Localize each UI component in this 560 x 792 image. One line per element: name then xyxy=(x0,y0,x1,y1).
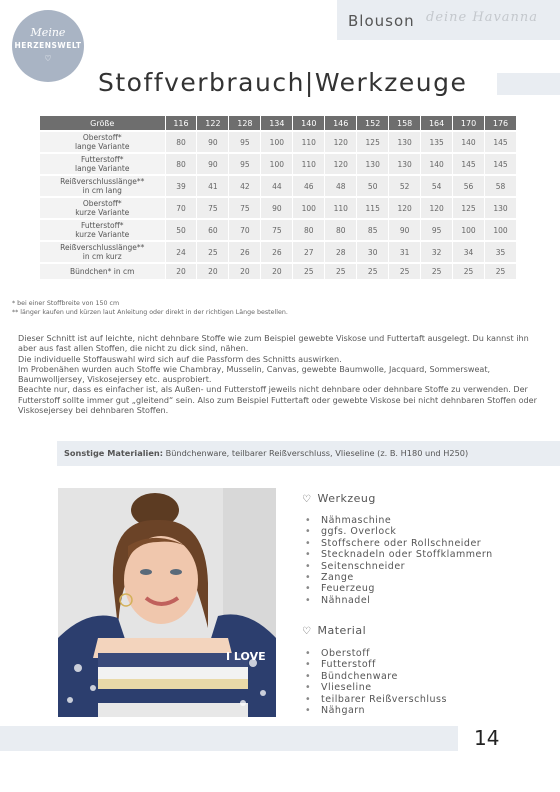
row-label-line: Reißverschlusslänge** xyxy=(60,177,145,186)
size-column-header: 152 xyxy=(357,116,389,131)
material-item: • Nähgarn xyxy=(305,705,447,716)
row-label xyxy=(40,241,165,263)
table-cell: 115 xyxy=(357,197,389,219)
row-label xyxy=(40,131,165,153)
table-cell: 95 xyxy=(229,153,261,175)
footnotes xyxy=(12,300,288,317)
table-cell: 110 xyxy=(293,153,325,175)
description-paragraph: Dieser Schnitt ist auf leichte, nicht dehnbare Stoffe wie zum Beispiel gewebte Viskose und Futtertaft ausgelegt. Du kannst ihn aber aus fast allen Stoffen, die nicht zu dick sind, nähen. xyxy=(18,333,529,354)
row-label xyxy=(40,219,165,241)
table-cell: 145 xyxy=(453,153,485,175)
werkzeug-list xyxy=(305,515,493,606)
table-cell: 44 xyxy=(261,175,293,197)
table-cell: 24 xyxy=(165,241,197,263)
author-photo xyxy=(58,488,276,717)
table-cell: 25 xyxy=(325,263,357,279)
table-cell: 25 xyxy=(453,263,485,279)
material-item: • Oberstoff xyxy=(305,648,447,659)
materials-text xyxy=(64,448,468,458)
werkzeug-item: • Feuerzeug xyxy=(305,583,493,594)
size-column-header: 164 xyxy=(421,116,453,131)
size-column-header: 134 xyxy=(261,116,293,131)
table-cell: 100 xyxy=(485,219,517,241)
table-cell: 120 xyxy=(325,153,357,175)
werkzeug-item: • Stecknadeln oder Stoffklammern xyxy=(305,549,493,560)
table-cell: 110 xyxy=(293,131,325,153)
table-cell: 20 xyxy=(229,263,261,279)
table-cell: 25 xyxy=(293,263,325,279)
page-title: Stoffverbrauch|Werkzeuge xyxy=(98,68,468,97)
table-cell: 90 xyxy=(389,219,421,241)
row-label-line: lange Variante xyxy=(75,142,130,151)
row-label-line: in cm kurz xyxy=(82,252,122,261)
werkzeug-item: • Stoffschere oder Rollschneider xyxy=(305,538,493,549)
row-label xyxy=(40,153,165,175)
werkzeug-item: • Nähmaschine xyxy=(305,515,493,526)
table-cell: 32 xyxy=(421,241,453,263)
row-label-line: in cm lang xyxy=(82,186,122,195)
row-label-line: Oberstoff* xyxy=(82,133,122,142)
table-cell: 140 xyxy=(421,153,453,175)
table-row xyxy=(40,241,517,263)
materials-value: Bündchenware, teilbarer Reißverschluss, Vlieseline (z. B. H180 und H250) xyxy=(163,448,469,458)
table-cell: 100 xyxy=(293,197,325,219)
row-label-line: Futterstoff* xyxy=(80,155,124,164)
logo xyxy=(12,10,84,82)
table-cell: 85 xyxy=(357,219,389,241)
title-band xyxy=(497,73,560,95)
table-cell: 56 xyxy=(453,175,485,197)
heart-icon: ♡ xyxy=(302,494,312,505)
table-row xyxy=(40,131,517,153)
table-cell: 25 xyxy=(421,263,453,279)
fabric-table xyxy=(40,116,517,279)
material-item: • Vlieseline xyxy=(305,682,447,693)
row-label-line: kurze Variante xyxy=(75,208,130,217)
size-column-header: 146 xyxy=(325,116,357,131)
size-column-header: 158 xyxy=(389,116,421,131)
table-cell: 42 xyxy=(229,175,261,197)
table-cell: 145 xyxy=(485,131,517,153)
material-heading-text: Material xyxy=(317,624,367,637)
werkzeug-item: • Zange xyxy=(305,572,493,583)
row-label xyxy=(40,197,165,219)
table-cell: 100 xyxy=(453,219,485,241)
materials-label: Sonstige Materialien: xyxy=(64,448,163,458)
table-cell: 25 xyxy=(485,263,517,279)
table-cell: 100 xyxy=(261,131,293,153)
heart-icon: ♡ xyxy=(302,626,312,637)
table-cell: 48 xyxy=(325,175,357,197)
table-row xyxy=(40,263,517,279)
size-column-header: 140 xyxy=(293,116,325,131)
description-paragraph: Beachte nur, dass es einfacher ist, als Außen- und Futterstoff jeweils nicht dehnbare oder dehnbare Stoffe zu verwenden. Der Futterstoff sollte immer gut „gleitend“ sein. Also zum Beispiel Futtertaft oder gewebte Viskose bei nicht dehnbaren Stoffen oder Viskosejersey bei dehnbaren Stoffen. xyxy=(18,384,537,416)
werkzeug-heading-text: Werkzeug xyxy=(317,492,376,505)
table-row xyxy=(40,219,517,241)
table-cell: 20 xyxy=(165,263,197,279)
size-column-header: 176 xyxy=(485,116,517,131)
page-number: 14 xyxy=(474,726,500,750)
material-item: • teilbarer Reißverschluss xyxy=(305,694,447,705)
material-item: • Futterstoff xyxy=(305,659,447,670)
description-paragraph: Die individuelle Stoffauswahl wird sich auf die Passform des Schnitts auswirken. xyxy=(18,353,342,364)
table-cell: 35 xyxy=(485,241,517,263)
werkzeug-heading xyxy=(302,492,376,505)
table-row xyxy=(40,175,517,197)
table-cell: 95 xyxy=(229,131,261,153)
table-cell: 50 xyxy=(165,219,197,241)
table-cell: 70 xyxy=(229,219,261,241)
table-cell: 58 xyxy=(485,175,517,197)
row-label-line: Bündchen* in cm xyxy=(70,267,135,276)
pattern-name: Blouson xyxy=(348,12,415,30)
footer-band xyxy=(0,726,458,751)
table-cell: 80 xyxy=(293,219,325,241)
table-cell: 75 xyxy=(261,219,293,241)
table-cell: 125 xyxy=(357,131,389,153)
material-heading xyxy=(302,624,366,637)
row-label-line: lange Variante xyxy=(75,164,130,173)
description-paragraph: Im Probenähen wurden auch Stoffe wie Chambray, Musselin, Canvas, gewebte Baumwolle, Jacquard, Sommersweat, Baumwolljersey, Viskosejersey etc. ausprobiert. xyxy=(18,363,491,385)
row-label-line: Oberstoff* xyxy=(82,199,122,208)
table-cell: 80 xyxy=(165,131,197,153)
shirt-print-text: I LOVE xyxy=(226,650,266,663)
footnote: ** länger kaufen und kürzen laut Anleitung oder direkt in der richtigen Länge bestellen. xyxy=(12,308,288,316)
photo-illustration xyxy=(58,488,276,717)
table-cell: 52 xyxy=(389,175,421,197)
size-column-header: 122 xyxy=(197,116,229,131)
table-body xyxy=(40,131,517,279)
table-cell: 120 xyxy=(325,131,357,153)
table-cell: 54 xyxy=(421,175,453,197)
row-label-line: kurze Variante xyxy=(75,230,130,239)
table-cell: 100 xyxy=(261,153,293,175)
table-cell: 30 xyxy=(357,241,389,263)
table-cell: 90 xyxy=(197,131,229,153)
table-row xyxy=(40,153,517,175)
table-cell: 26 xyxy=(261,241,293,263)
werkzeug-item: • ggfs. Overlock xyxy=(305,526,493,537)
table-cell: 39 xyxy=(165,175,197,197)
table-cell: 145 xyxy=(485,153,517,175)
table-cell: 120 xyxy=(421,197,453,219)
table-cell: 26 xyxy=(229,241,261,263)
table-cell: 75 xyxy=(197,197,229,219)
table-cell: 90 xyxy=(261,197,293,219)
table-cell: 28 xyxy=(325,241,357,263)
table-cell: 70 xyxy=(165,197,197,219)
table-cell: 27 xyxy=(293,241,325,263)
table-cell: 110 xyxy=(325,197,357,219)
table-cell: 120 xyxy=(389,197,421,219)
table-cell: 25 xyxy=(197,241,229,263)
table-cell: 34 xyxy=(453,241,485,263)
table-cell: 130 xyxy=(485,197,517,219)
size-header: Größe xyxy=(40,116,165,131)
table-cell: 50 xyxy=(357,175,389,197)
table-header-row xyxy=(40,116,517,131)
table-cell: 90 xyxy=(197,153,229,175)
footnote: * bei einer Stoffbreite von 150 cm xyxy=(12,300,120,307)
table-cell: 20 xyxy=(261,263,293,279)
table-cell: 46 xyxy=(293,175,325,197)
table-cell: 130 xyxy=(389,131,421,153)
table-cell: 60 xyxy=(197,219,229,241)
size-column-header: 128 xyxy=(229,116,261,131)
table-cell: 140 xyxy=(453,131,485,153)
table-cell: 130 xyxy=(357,153,389,175)
table-cell: 25 xyxy=(389,263,421,279)
row-label-line: Futterstoff* xyxy=(80,221,124,230)
table-cell: 80 xyxy=(325,219,357,241)
table-cell: 25 xyxy=(357,263,389,279)
table-cell: 20 xyxy=(197,263,229,279)
material-list xyxy=(305,648,447,716)
row-label-line: Reißverschlusslänge** xyxy=(60,243,145,252)
table-cell: 135 xyxy=(421,131,453,153)
logo-script: Meine xyxy=(30,26,66,39)
table-cell: 125 xyxy=(453,197,485,219)
brand-script: deine Havanna xyxy=(426,10,539,25)
logo-name: HERZENSWELT xyxy=(14,41,82,50)
table-cell: 80 xyxy=(165,153,197,175)
table-cell: 31 xyxy=(389,241,421,263)
table-cell: 130 xyxy=(389,153,421,175)
table-cell: 41 xyxy=(197,175,229,197)
logo-heart-icon: ♡ xyxy=(44,54,52,63)
table-row xyxy=(40,197,517,219)
werkzeug-item: • Nähnadel xyxy=(305,595,493,606)
row-label xyxy=(40,175,165,197)
table-cell: 95 xyxy=(421,219,453,241)
size-column-header: 170 xyxy=(453,116,485,131)
description xyxy=(18,333,544,415)
row-label xyxy=(40,263,165,279)
material-item: • Bündchenware xyxy=(305,671,447,682)
werkzeug-item: • Seitenschneider xyxy=(305,561,493,572)
size-column-header: 116 xyxy=(165,116,197,131)
table-cell: 75 xyxy=(229,197,261,219)
